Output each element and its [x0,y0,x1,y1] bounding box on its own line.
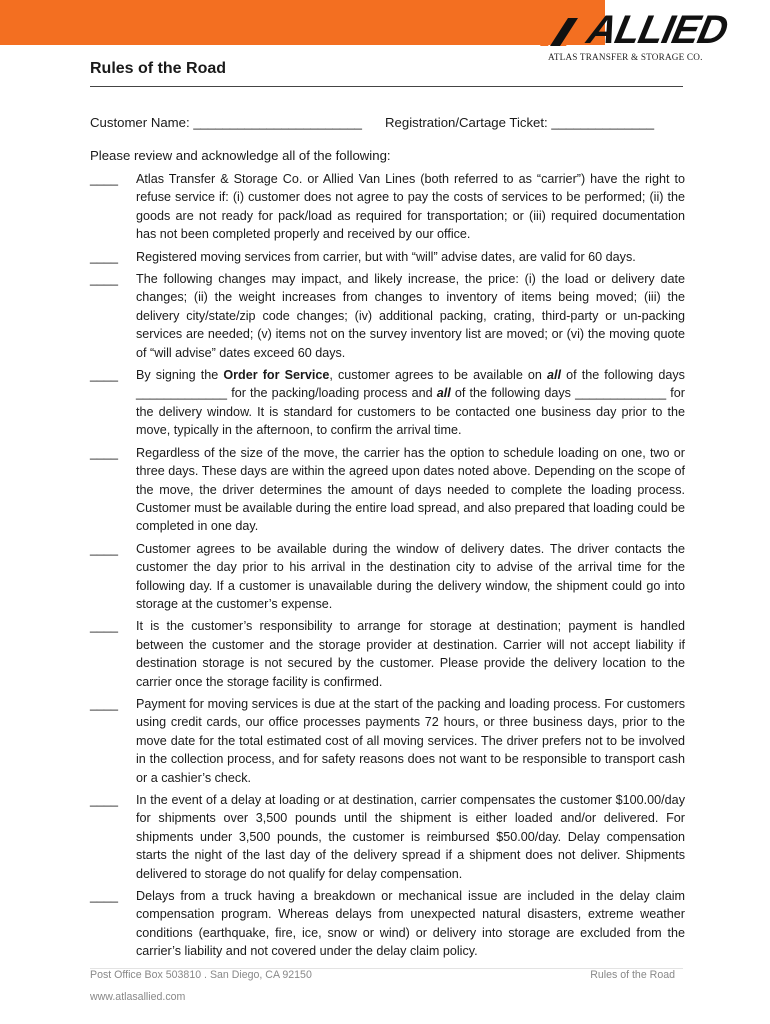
registration-ticket-field[interactable]: Registration/Cartage Ticket: ______________ [385,115,655,130]
initials-blank[interactable]: ____ [90,172,119,186]
acknowledgement-text [136,540,685,614]
emphasis-text: all [547,368,562,383]
acknowledgement-item [90,248,685,266]
initials-blank[interactable]: ____ [90,696,119,711]
acknowledgement-text [136,444,685,536]
acknowledgement-text [136,617,685,691]
initials-blank[interactable]: ____ [90,541,119,556]
acknowledgement-text [136,248,685,266]
acknowledgement-text [136,887,685,961]
acknowledgement-item [90,540,685,614]
acknowledgement-text [136,270,685,362]
customer-name-field[interactable]: Customer Name: _______________________ [90,115,363,130]
text-segment: In the event of a delay at loading or at destination, carrier compensates the customer $100.00/day for shipments over 3,500 pounds until the shipment is either loaded and/or delivered. For shipments under 3,500 pounds, the customer is reimbursed $50.00/day. Delay compensation starts the night of the last day of the delivery spread if a shipment does not deliver. Shipments delivered to storage do not qualify for delay compensation. [136,793,685,881]
text-segment: Customer agrees to be available during the window of delivery dates. The driver contacts the customer the day prior to his arrival in the destination city to advise of the arrival time for the following day. If a customer is unavailable during the delivery window, the shipment could go into storage at the customer’s expense. [136,541,685,611]
text-segment: , customer agrees to be available on [329,368,548,383]
text-segment: of the following days _____________ for the delivery window. It is standard for customers to be contacted one business day prior to the move, typically in the afternoon, to confirm the arrival time. [136,386,685,438]
acknowledgement-text [136,170,685,244]
acknowledgement-text [136,366,685,440]
text-segment: Delays from a truck having a breakdown or mechanical issue are included in the delay claim compensation program. Whereas delays from unexpected natural disasters, extreme weather conditions (earthquake, fire, ice, snow or wind) or delivery into storage are excluded from the carrier’s liability and not covered under the delay claim policy. [136,889,685,959]
acknowledgement-item [90,617,685,691]
initials-blank[interactable]: ____ [90,445,119,460]
acknowledgement-text [136,695,685,787]
intro-text: Please review and acknowledge all of the following: [90,148,391,163]
text-segment: of the following days _____________ for the packing/loading process and [136,368,685,401]
customer-fields [90,115,690,130]
emphasis-text: all [436,386,451,401]
footer-website[interactable]: www.atlasallied.com [90,991,186,1003]
initials-blank[interactable]: ____ [90,619,119,634]
header-accent-bar [0,0,605,45]
acknowledgement-item [90,444,685,536]
allied-logo [540,8,765,68]
text-segment: By signing the [136,368,224,383]
acknowledgement-item [90,270,685,362]
logo-subtitle: ATLAS TRANSFER & STORAGE CO. [548,52,703,62]
page-title: Rules of the Road [90,60,227,77]
rules-list [90,170,685,965]
emphasis-text: Order for Service [223,368,330,383]
initials-blank[interactable]: ____ [90,249,119,264]
footer-doc-title: Rules of the Road [590,969,675,981]
acknowledgement-item [90,887,685,961]
text-segment: The following changes may impact, and likely increase, the price: (i) the load or delivery date changes; (ii) the weight increases from changes to inventory of items being moved; (iii) the delivery city/state/zip code changes; (iv) additional packing, crating, third-party or un-packing services are needed; (v) items not on the survey inventory list are moved; or (vi) the moving quote of “will advise” dates exceed 60 days. [136,272,685,360]
acknowledgement-item [90,366,685,440]
text-segment: It is the customer’s responsibility to arrange for storage at destination; payment is handled between the customer and the storage provider at destination. Carrier will not accept liability if destination storage is not secured by the customer. Please provide the delivery location to the carrier once the storage facility is confirmed. [136,619,685,689]
text-segment: Registered moving services from carrier, but with “will” advise dates, are valid for 60 days. [136,249,636,264]
initials-blank[interactable]: ____ [90,272,119,287]
title-divider [90,86,683,87]
text-segment: Atlas Transfer & Storage Co. or Allied Van Lines (both referred to as “carrier”) have the right to refuse service if: (i) customer does not agree to pay the costs of services to be performed; (ii) the goods are not ready for pack/load as required for transportation; or (iii) required documentation has not been completed properly and received by our office. [136,172,685,242]
text-segment: Regardless of the size of the move, the carrier has the option to schedule loading on one, two or three days. These days are within the agreed upon dates noted above. Depending on the scope of the move, the driver determines the amount of days needed to complete the loading process. Customer must be available during the entire load spread, and also prepared that loading could be completed in one day. [136,445,685,534]
initials-blank[interactable]: ____ [90,889,119,904]
acknowledgement-item [90,170,685,244]
text-segment: Payment for moving services is due at the start of the packing and loading process. For customers using credit cards, our office processes payments 72 hours, or three business days, prior to the move date for the total estimated cost of all moving services. The driver prefers not to be involved in the collection process, and for safety reasons does not want to be responsible to transport cash or a cashier’s check. [136,696,685,785]
footer-address: Post Office Box 503810 . San Diego, CA 92150 [90,969,312,981]
acknowledgement-text [136,791,685,883]
initials-blank[interactable]: ____ [90,368,119,383]
acknowledgement-item [90,695,685,787]
initials-blank[interactable]: ____ [90,793,119,807]
acknowledgement-item [90,791,685,883]
logo-wordmark: ALLIED [583,8,732,52]
